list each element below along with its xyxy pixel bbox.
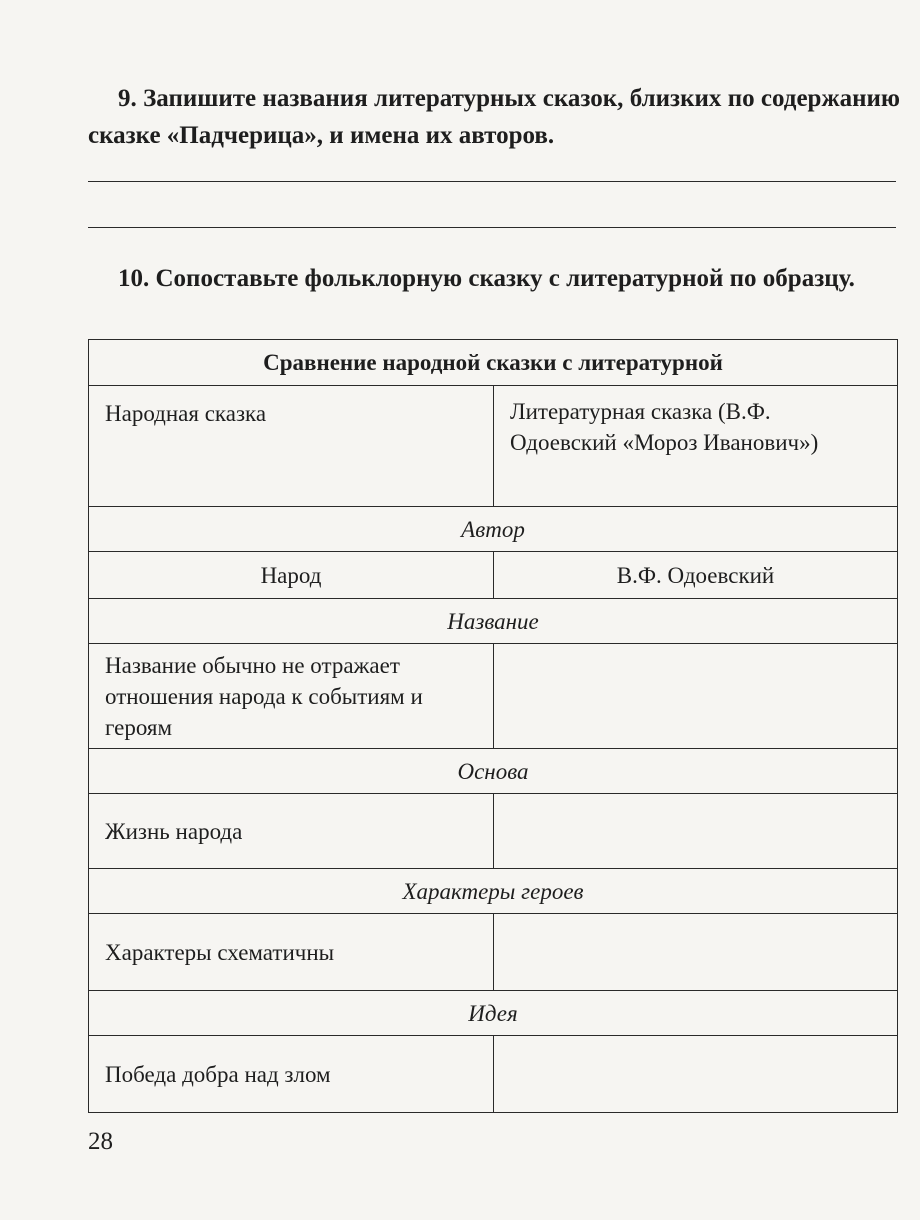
column-header-literary: Литературная сказка (В.Ф. Одоевский «Мороз Иванович») <box>494 386 898 507</box>
cell-idea-literary[interactable] <box>494 1036 898 1113</box>
page-number: 28 <box>88 1128 113 1155</box>
comparison-table <box>88 339 898 1113</box>
table-title: Сравнение народной сказки с литературной <box>89 340 898 386</box>
cell-characters-literary[interactable] <box>494 914 898 991</box>
cell-basis-folk: Жизнь народа <box>89 794 494 869</box>
cell-author-folk: Народ <box>89 552 494 599</box>
section-heading-author: Автор <box>89 507 898 552</box>
section-heading-idea: Идея <box>89 991 898 1036</box>
question-9: 9. Запишите названия литературных сказок, близких по содержанию сказке «Падчерица», и имена их авторов. <box>88 85 900 149</box>
section-heading-characters: Характеры героев <box>89 869 898 914</box>
cell-characters-folk: Характеры схематичны <box>89 914 494 991</box>
question-10: 10. Сопоставьте фольклорную сказку с литературной по образцу. <box>118 265 855 292</box>
section-heading-basis: Основа <box>89 749 898 794</box>
section-heading-title: Название <box>89 599 898 644</box>
cell-title-literary[interactable] <box>494 644 898 749</box>
answer-line-2[interactable] <box>88 227 896 228</box>
cell-title-folk: Название обычно не отражает отношения народа к событиям и героям <box>89 644 494 749</box>
cell-idea-folk: Победа добра над злом <box>89 1036 494 1113</box>
column-header-folk: Народная сказка <box>89 386 494 507</box>
cell-basis-literary[interactable] <box>494 794 898 869</box>
answer-line-1[interactable] <box>88 181 896 182</box>
cell-author-literary[interactable]: В.Ф. Одоевский <box>494 552 898 599</box>
